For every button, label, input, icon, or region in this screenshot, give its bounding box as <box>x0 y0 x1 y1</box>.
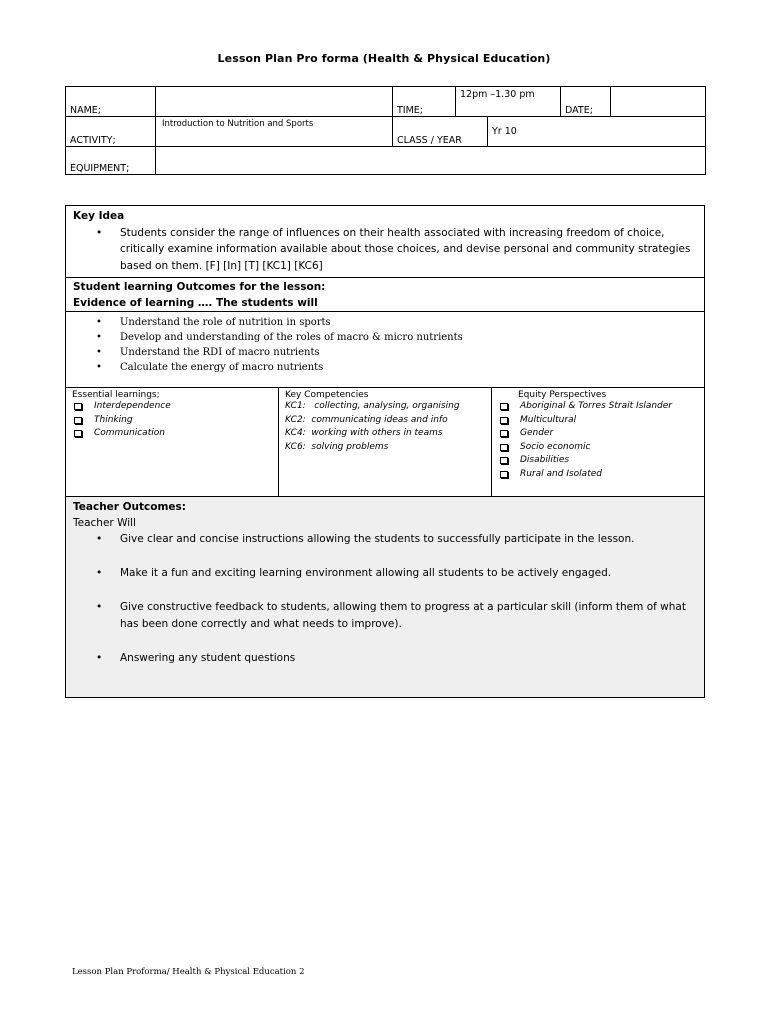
teacher-outcomes-heading: Teacher Outcomes: <box>73 501 186 513</box>
essential-learning-item: Communication <box>72 427 272 441</box>
equity-item: Disabilities <box>498 454 698 468</box>
learning-columns <box>66 387 704 497</box>
essential-learning-item: Interdependence <box>72 400 272 414</box>
equity-item: Socio economic <box>498 441 698 455</box>
teacher-outcome-item: • Give constructive feedback to students, allowing them to progress at a particular skill (inform them of what has been done correctly and what needs to improve). <box>66 599 697 633</box>
key-competencies-column <box>279 388 492 496</box>
lesson-header-table <box>65 86 706 175</box>
outcome-item: • Calculate the energy of macro nutrients <box>66 360 704 375</box>
teacher-outcomes-section <box>66 497 704 697</box>
outcomes-heading-section <box>66 278 704 312</box>
teacher-outcomes-list <box>66 531 697 667</box>
equity-item: Gender <box>498 427 698 441</box>
equipment-label: EQUIPMENT; <box>66 147 156 175</box>
teacher-outcome-item: • Answering any student questions <box>66 650 697 667</box>
competency-item: KC2: communicating ideas and info <box>285 414 448 425</box>
date-label: DATE; <box>561 87 611 117</box>
date-field[interactable] <box>611 87 706 117</box>
equity-perspectives-list <box>498 400 698 481</box>
equity-item: Rural and Isolated <box>498 468 698 482</box>
essential-learnings-list <box>72 400 272 441</box>
header-row-name <box>66 87 706 117</box>
essential-learnings-heading: Essential learnings; <box>72 390 160 400</box>
evidence-heading: Evidence of learning …. The students will <box>73 297 318 309</box>
equity-perspectives-heading: Equity Perspectives <box>518 390 607 400</box>
class-year-label: CLASS / YEAR <box>393 117 488 147</box>
equity-item: Aboriginal & Torres Strait Islander <box>498 400 698 414</box>
page-footer: Lesson Plan Proforma/ Health & Physical Education 2 <box>72 967 305 977</box>
name-label: NAME; <box>66 87 156 117</box>
outcomes-section <box>66 312 704 387</box>
equity-perspectives-column <box>492 388 704 496</box>
key-idea-heading: Key Idea <box>73 210 125 222</box>
competency-item: KC1: collecting, analysing, organising <box>285 401 460 411</box>
page-title: Lesson Plan Pro forma (Health & Physical Education) <box>217 52 551 65</box>
outcomes-list <box>66 315 704 375</box>
essential-learnings-column <box>66 388 279 496</box>
outcome-item: • Understand the role of nutrition in sports <box>66 315 704 330</box>
activity-field[interactable]: Introduction to Nutrition and Sports <box>156 117 393 147</box>
equipment-field[interactable] <box>156 147 706 175</box>
outcomes-heading: Student learning Outcomes for the lesson: <box>73 281 326 293</box>
teacher-outcome-item: • Make it a fun and exciting learning environment allowing all students to be actively engaged. <box>66 565 697 582</box>
key-competencies-list <box>285 400 485 454</box>
header-row-activity <box>66 117 706 147</box>
equity-item: Multicultural <box>498 414 698 428</box>
essential-learning-item: Thinking <box>72 414 272 428</box>
name-field[interactable] <box>156 87 393 117</box>
outcome-item: • Develop and understanding of the roles of macro & micro nutrients <box>66 330 704 345</box>
teacher-outcome-item: • Give clear and concise instructions allowing the students to successfully participate in the lesson. <box>66 531 697 548</box>
key-idea-section <box>66 206 704 278</box>
competency-item: KC6: solving problems <box>285 441 389 452</box>
teacher-will-subheading: Teacher Will <box>73 517 136 529</box>
class-year-field[interactable]: Yr 10 <box>488 117 706 147</box>
lesson-content-box <box>65 205 705 698</box>
outcome-item: • Understand the RDI of macro nutrients <box>66 345 704 360</box>
header-row-equipment <box>66 147 706 175</box>
time-field[interactable]: 12pm –1.30 pm <box>456 87 561 117</box>
key-idea-item: • Students consider the range of influences on their health associated with increasing freedom of choice, critically examine information available about those choices, and devise personal and community strategies based on them. [F] [In] [T] [KC1] [KC6] <box>66 225 697 275</box>
time-label: TIME; <box>393 87 456 117</box>
competency-item: KC4: working with others in teams <box>285 428 443 438</box>
key-competencies-heading: Key Competencies <box>285 390 369 400</box>
key-idea-list <box>66 225 697 275</box>
activity-label: ACTIVITY; <box>66 117 156 147</box>
